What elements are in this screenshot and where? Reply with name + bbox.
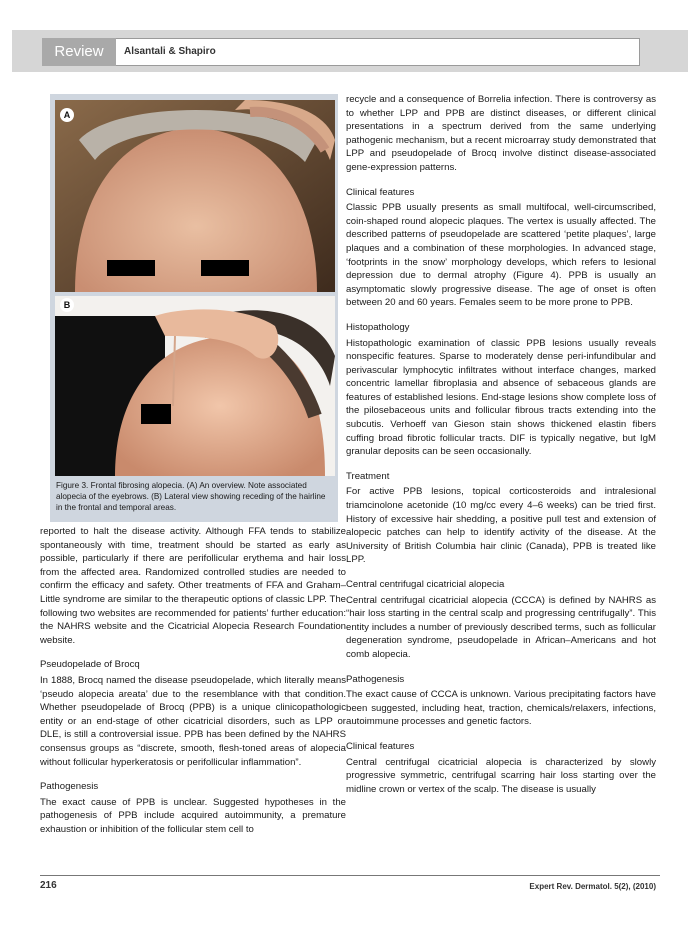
body-paragraph: Histopathologic examination of classic PPB lesions usually reveals nonspecific features. Sparse to moderately dense peri-infundibular and perivascular lymphocytic infiltrates without interface changes, marked concentric lamellar fibroplasia and absence of sebaceous glands are features of established lesions. End-stage lesions show complete loss of the pilosebaceous units and follicular fibrous tracts extending into the subcutis. Verhoeff van Gieson stain shows thickened elastin fibers cuffing broad fibrotic follicular tracts. DIF is typically negative, but IgM granular deposits can be seen occasionally. — [346, 337, 656, 458]
body-paragraph: The exact cause of CCCA is unknown. Various precipitating factors have been suggested, including heat, traction, chemicals/relaxers, infections, autoimmune processes and genetic factors. — [346, 689, 656, 728]
section-heading: Histopathology — [346, 321, 410, 333]
body-paragraph: Central centrifugal cicatricial alopecia is characterized by slowly progressive symmetric, centrifugal scarring hair loss starting over the midline crown or vertex of the scalp. The disease is usually — [346, 756, 656, 795]
page-number: 216 — [40, 880, 57, 891]
right-column — [346, 93, 656, 796]
section-tab: Review — [42, 38, 116, 66]
figure-caption: Figure 3. Frontal fibrosing alopecia. (A) An overview. Note associated alopecia of the eyebrows. (B) Lateral view showing receding of the hairline in the frontal and temporal areas. — [56, 481, 326, 512]
running-authors: Alsantali & Shapiro — [124, 46, 216, 57]
body-paragraph: Central centrifugal cicatricial alopecia (CCCA) is defined by NAHRS as “hair loss starting in the central scalp and progressing centrifugally”. This entity includes a number of previously described terms, such as follicular degeneration syndrome, pseudopelade in African–Americans and hot comb alopecia. — [346, 594, 656, 660]
body-paragraph: Classic PPB usually presents as small multifocal, well-circumscribed, coin-shaped round alopecic plaques. The vertex is usually affected. The described patterns of pseudopelade are scattered ‘petite plaques’, large plaques and a combination of these morphologies. In advanced stage, ‘footprints in the snow’ morphology develops, which refers to lesional depression due to dermal atrophy (Figure 4). PPB is usually an asymptomatic slowly progressive disease. The age of onset is often between 20 and 60 years. Females seem to be more prone to PPB. — [346, 202, 656, 309]
section-heading: Pathogenesis — [346, 673, 405, 685]
section-heading: Clinical features — [346, 186, 415, 198]
photo-frontal-overview — [55, 100, 335, 292]
section-heading: Clinical features — [346, 740, 415, 752]
body-paragraph: For active PPB lesions, topical corticosteroids and intralesional triamcinolone acetonide (10 mg/cc every 4–6 weeks) can be tried first. History of excessive hair shedding, a positive pull test and extension of alopecic patches can help to identify activity of the disease. At the University of British Columbia hair clinic (Canada), PPB is treated like LPP. — [346, 486, 656, 566]
section-heading: Central centrifugal cicatricial alopecia — [346, 579, 505, 590]
footer-rule — [40, 875, 660, 876]
body-paragraph: reported to halt the disease activity. Although FFA tends to stabilize spontaneously with time, treatment should be started as early as possible, particularly if there are perifollicular erythema and hair loss from the affected area. Randomized controlled studies are needed to confirm the efficacy and safety. Other treatments of FFA and Graham–Little syndrome are similar to the therapeutic options of classic LPP. The following two websites are recommended for patients’ further education: the NAHRS website and the Cicatricial Alopecia Research Foundation website. — [40, 526, 346, 646]
section-heading: Treatment — [346, 470, 390, 482]
body-paragraph: The exact cause of PPB is unclear. Suggested hypotheses in the pathogenesis of PPB include acquired autoimmunity, a premature exhaustion or inhibition of the follicular stem cell to — [40, 796, 346, 835]
body-paragraph: recycle and a consequence of Borrelia infection. There is controversy as to whether LPP and PPB are distinct diseases, or different clinical presentations in a spectrum derived from the same underlying pathogenic mechanism, but a recent microarray study demonstrated that LPP and pseudopelade of Brocq involve distinct disease-associated gene-expression patterns. — [346, 94, 656, 173]
photo-lateral-view — [55, 296, 335, 476]
journal-citation: Expert Rev. Dermatol. 5(2), (2010) — [529, 882, 656, 891]
section-heading: Pseudopelade of Brocq — [40, 659, 140, 671]
left-column — [40, 525, 346, 836]
panel-label-a: A — [60, 108, 74, 122]
panel-label-b: B — [60, 298, 74, 312]
body-paragraph: In 1888, Brocq named the disease pseudopelade, which literally means ‘pseudo alopecia areata’ due to the resemblance with that condition. Whether pseudopelade of Brocq (PPB) is a unique clinicopathologic entity or an end-stage of other cicatricial disorders, such as LPP or DLE, is still a controversial issue. PPB has been defined by the NAHRS consensus groups as “discrete, smooth, flesh-toned areas of alopecia without follicular hyperkeratosis or perifollicular inflammation”. — [40, 674, 346, 768]
section-heading: Pathogenesis — [40, 781, 99, 793]
